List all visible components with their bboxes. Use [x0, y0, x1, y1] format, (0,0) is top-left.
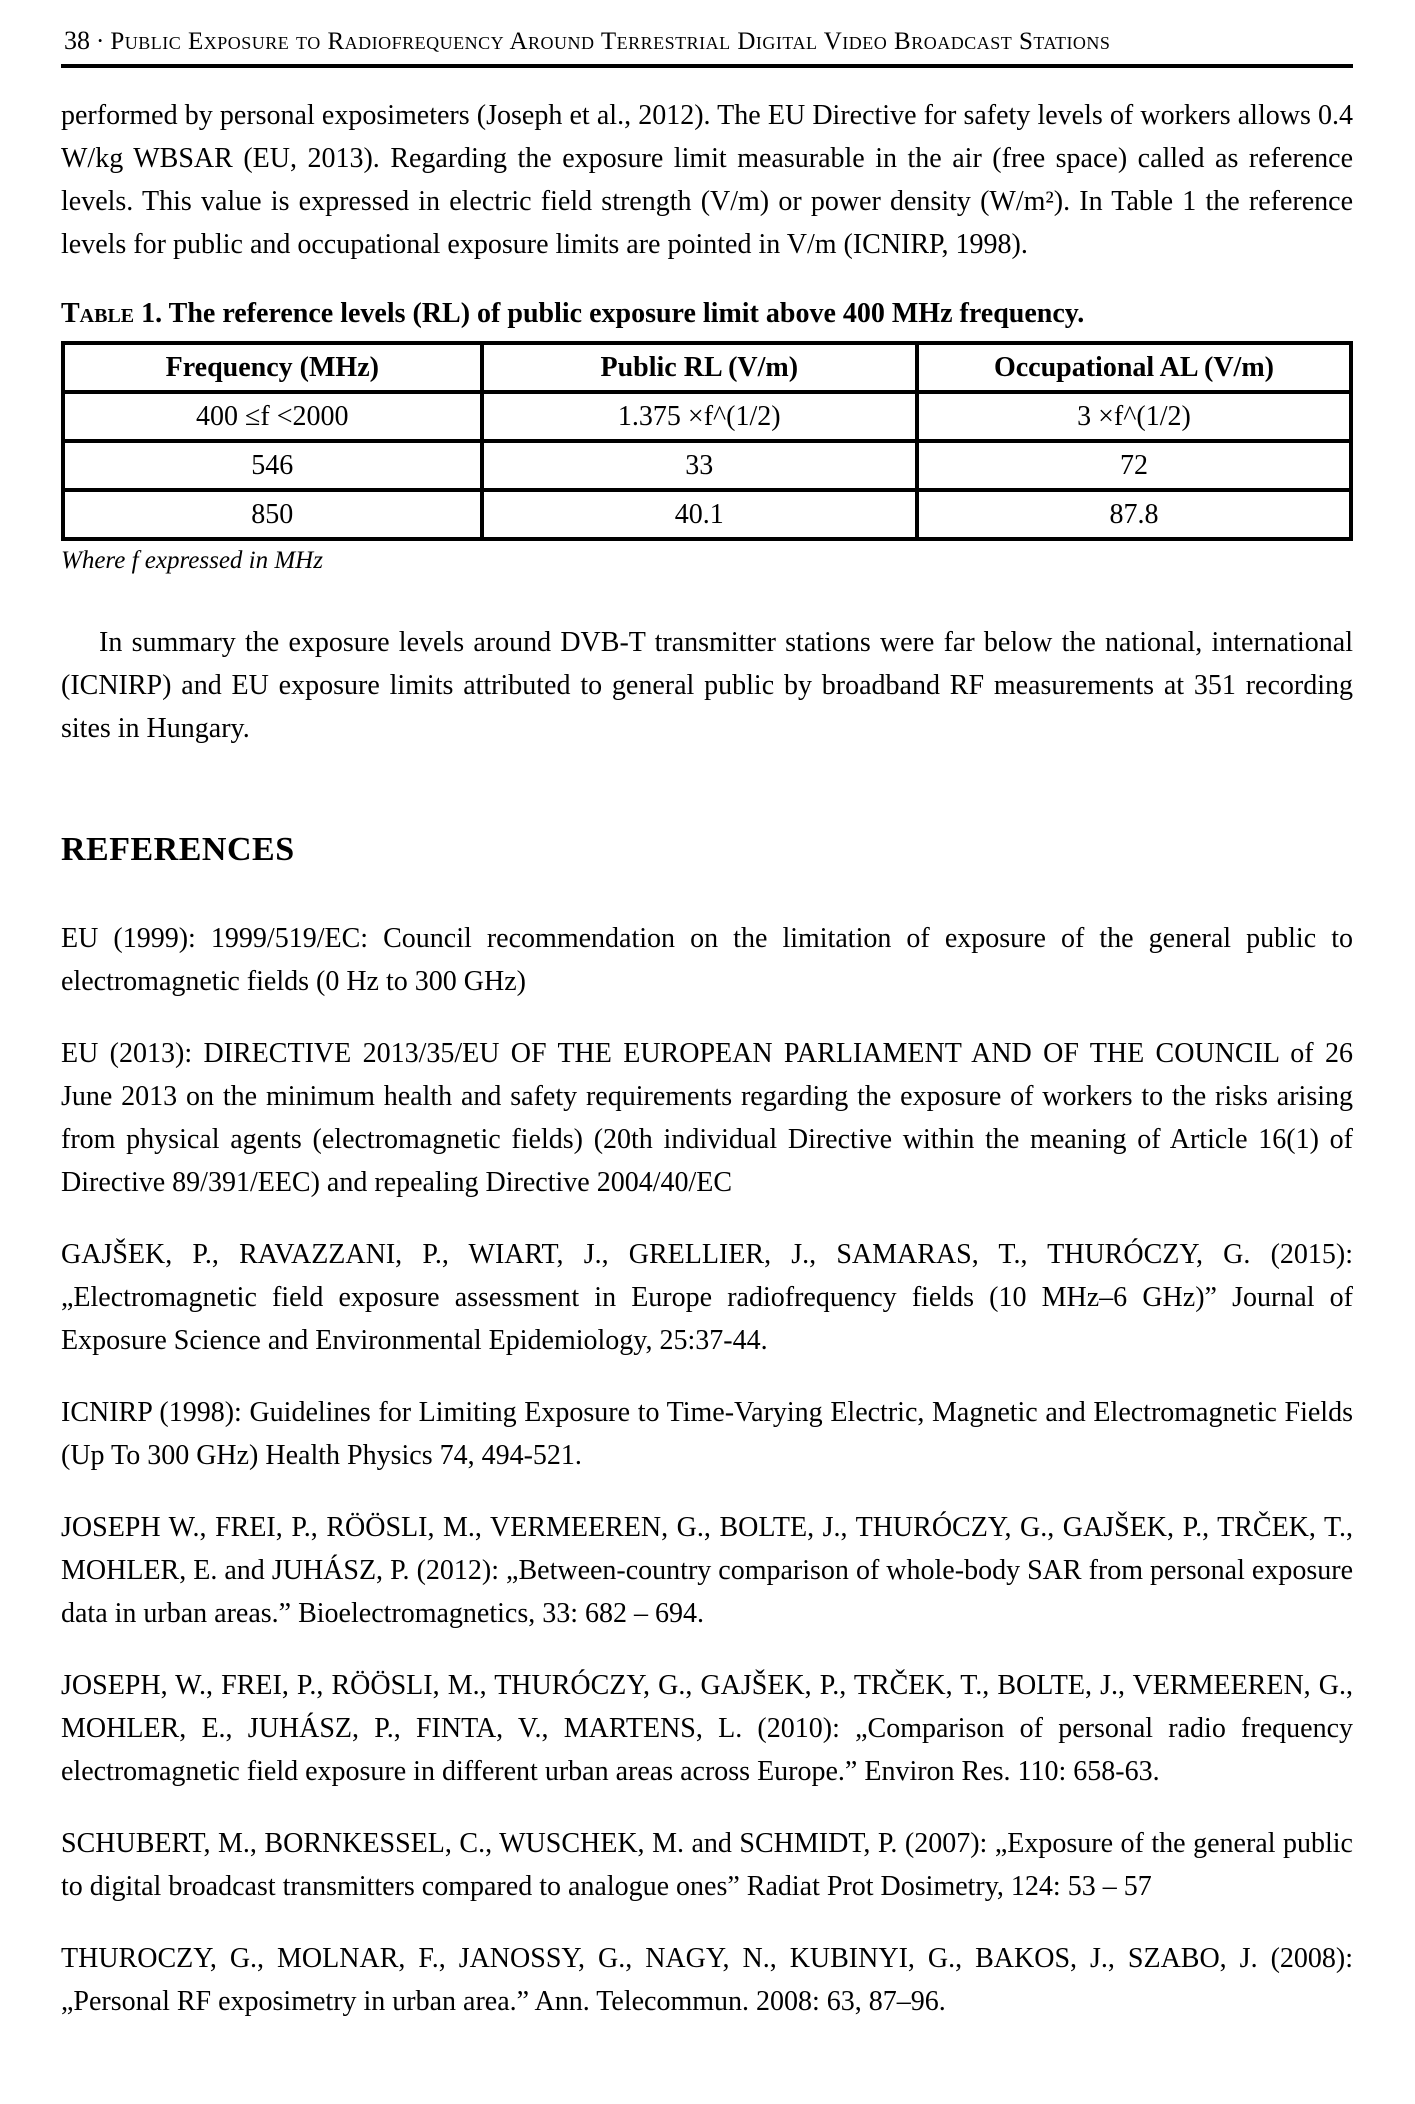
table-cell: 1.375 ×f^(1/2) [482, 392, 917, 441]
table-caption [61, 292, 1353, 335]
reference-item: JOSEPH W., FREI, P., RÖÖSLI, M., VERMEEREN, G., BOLTE, J., THURÓCZY, G., GAJŠEK, P., TRČEK, T., MOHLER, E. and JUHÁSZ, P. (2012): „Between-country comparison of whole-body SAR from personal exposure data in urban areas.” Bioelectromagnetics, 33: 682 – 694. [61, 1512, 1353, 1629]
column-header-occupational-al: Occupational AL (V/m) [917, 343, 1351, 392]
column-header-public-rl: Public RL (V/m) [482, 343, 917, 392]
intro-paragraph: performed by personal exposimeters (Joseph et al., 2012). The EU Directive for safety levels of workers allows 0.4 W/kg WBSAR (EU, 2013). Regarding the exposure limit measurable in the air (free space) called as reference levels. This value is expressed in electric field strength (V/m) or power density (W/m²). In Table 1 the reference levels for public and occupational exposure limits are pointed in V/m (ICNIRP, 1998). [61, 100, 1353, 260]
references-list [61, 917, 1353, 2023]
reference-item: ICNIRP (1998): Guidelines for Limiting Exposure to Time-Varying Electric, Magnetic and Electromagnetic Fields (Up To 300 GHz) Health Physics 74, 494-521. [61, 1397, 1353, 1471]
page-header [61, 26, 1353, 68]
reference-levels-table [61, 341, 1353, 541]
table-cell: 3 ×f^(1/2) [917, 392, 1351, 441]
table-cell: 850 [63, 490, 482, 539]
table-cell: 400 ≤f <2000 [63, 392, 482, 441]
summary-paragraph: In summary the exposure levels around DVB-T transmitter stations were far below the national, international (ICNIRP) and EU exposure limits attributed to general public by broadband RF measurements at 351 recording sites in Hungary. [61, 627, 1353, 744]
table-caption-text: The reference levels (RL) of public exposure limit above 400 MHz frequency. [168, 298, 1085, 329]
reference-item: SCHUBERT, M., BORNKESSEL, C., WUSCHEK, M. and SCHMIDT, P. (2007): „Exposure of the general public to digital broadcast transmitters compared to analogue ones” Radiat Prot Dosimetry, 124: 53 – 57 [61, 1828, 1353, 1902]
header-rule [61, 64, 1353, 68]
table-row [63, 490, 1351, 539]
reference-item: GAJŠEK, P., RAVAZZANI, P., WIART, J., GRELLIER, J., SAMARAS, T., THURÓCZY, G. (2015): „Electromagnetic field exposure assessment in Europe radiofrequency fields (10 MHz–6 GHz)” Journal of Exposure Science and Environmental Epidemiology, 25:37-44. [61, 1239, 1353, 1356]
table-cell: 546 [63, 441, 482, 490]
table-row [63, 392, 1351, 441]
reference-item: THUROCZY, G., MOLNAR, F., JANOSSY, G., NAGY, N., KUBINYI, G., BAKOS, J., SZABO, J. (2008): „Personal RF exposimetry in urban area.” Ann. Telecommun. 2008: 63, 87–96. [61, 1943, 1353, 2017]
reference-item: EU (2013): DIRECTIVE 2013/35/EU OF THE EUROPEAN PARLIAMENT AND OF THE COUNCIL of 26 June 2013 on the minimum health and safety requirements regarding the exposure of workers to the risks arising from physical agents (electromagnetic fields) (20th individual Directive within the meaning of Article 16(1) of Directive 89/391/EEC) and repealing Directive 2004/40/EC [61, 1038, 1353, 1198]
references-heading: REFERENCES [61, 831, 295, 868]
table-header-row [63, 343, 1351, 392]
table-caption-label: Table 1. [61, 298, 163, 329]
running-header [61, 26, 1353, 57]
page-number: 38 [64, 26, 90, 55]
reference-item: EU (1999): 1999/519/EC: Council recommendation on the limitation of exposure of the general public to electromagnetic fields (0 Hz to 300 GHz) [61, 923, 1353, 997]
table-cell: 72 [917, 441, 1351, 490]
reference-item: JOSEPH, W., FREI, P., RÖÖSLI, M., THURÓCZY, G., GAJŠEK, P., TRČEK, T., BOLTE, J., VERMEEREN, G., MOHLER, E., JUHÁSZ, P., FINTA, V., MARTENS, L. (2010): „Comparison of personal radio frequency electromagnetic field exposure in different urban areas across Europe.” Environ Res. 110: 658-63. [61, 1670, 1353, 1787]
column-header-frequency: Frequency (MHz) [63, 343, 482, 392]
header-separator: · [96, 28, 105, 55]
running-title: Public Exposure to Radiofrequency Around Terrestrial Digital Video Broadcast Stations [110, 28, 1111, 55]
table-cell: 40.1 [482, 490, 917, 539]
table-row [63, 441, 1351, 490]
table-cell: 87.8 [917, 490, 1351, 539]
table-footnote: Where f expressed in MHz [61, 547, 323, 574]
table-cell: 33 [482, 441, 917, 490]
